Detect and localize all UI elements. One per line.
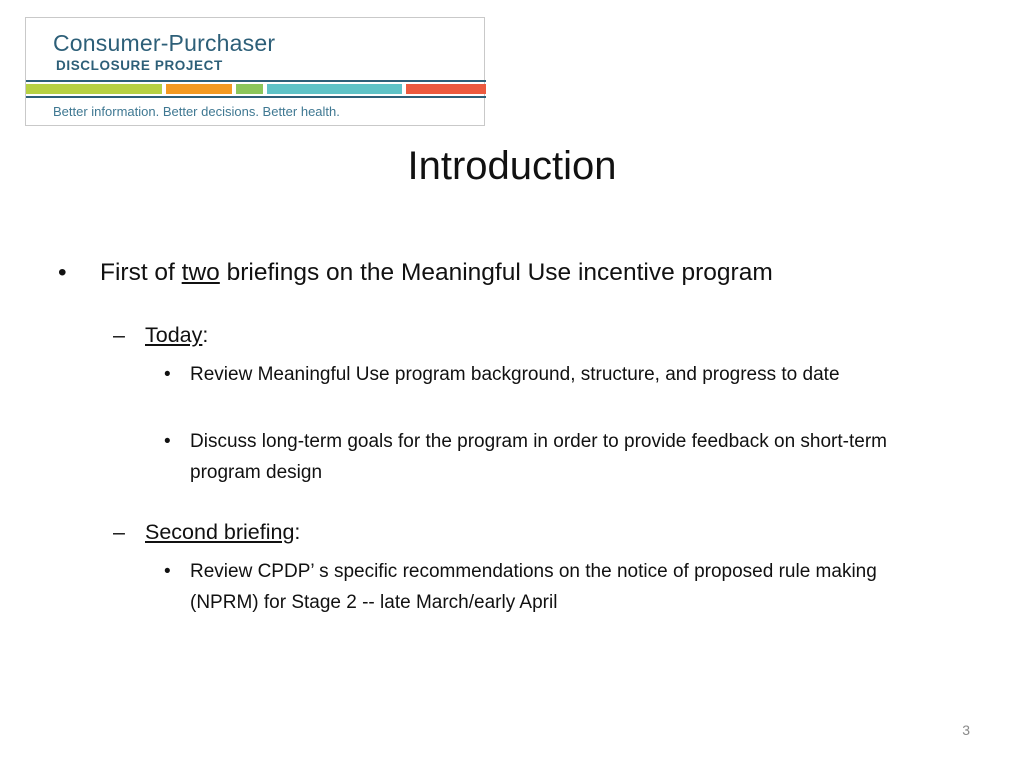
bullet-text-before: First of (100, 259, 182, 286)
bullet-dot: • (164, 364, 171, 385)
logo-color-bars (26, 84, 486, 94)
logo-bar-teal (267, 84, 402, 94)
sub-bullet-label: Second briefing (145, 520, 295, 544)
logo-subtitle: DISCLOSURE PROJECT (56, 58, 223, 73)
list-item (164, 359, 950, 390)
page-number: 3 (962, 722, 970, 738)
bullet-dot: • (164, 561, 171, 582)
sub-bullet-label: Today (145, 323, 203, 347)
list-item-text: Discuss long-term goals for the program in order to provide feedback on short-term program design (190, 431, 887, 483)
sub-bullet-second-briefing (113, 517, 965, 547)
bullet-underlined-word: two (181, 259, 220, 286)
logo-rule-top (26, 80, 486, 82)
logo-title: Consumer-Purchaser (53, 30, 276, 56)
bullet-dot: • (164, 431, 171, 452)
bullet-first-briefing (58, 256, 980, 290)
dash-marker: – (113, 520, 125, 544)
dash-marker: – (113, 323, 125, 347)
bullet-text-after: briefings on the Meaningful Use incentive program (219, 259, 773, 286)
logo-bar-orange (166, 84, 232, 94)
logo-bar-green (26, 84, 162, 94)
list-item-text: Review Meaningful Use program background, structure, and progress to date (190, 364, 840, 385)
sub-bullet-colon: : (202, 323, 209, 347)
sub-bullet-today (113, 320, 965, 350)
logo-tagline: Better information. Better decisions. Better health. (53, 104, 340, 119)
logo-bar-red (406, 84, 486, 94)
slide-title: Introduction (407, 144, 617, 188)
bullet-dot: • (58, 259, 67, 286)
logo (25, 17, 485, 126)
logo-bar-lightgreen (236, 84, 263, 94)
list-item-text: Review CPDP’ s specific recommendations on the notice of proposed rule making (NPRM) for Stage 2 -- late March/early April (190, 561, 877, 613)
list-item (164, 556, 950, 618)
sub-bullet-colon: : (294, 520, 301, 544)
logo-rule-bottom (26, 96, 486, 98)
list-item (164, 426, 950, 488)
